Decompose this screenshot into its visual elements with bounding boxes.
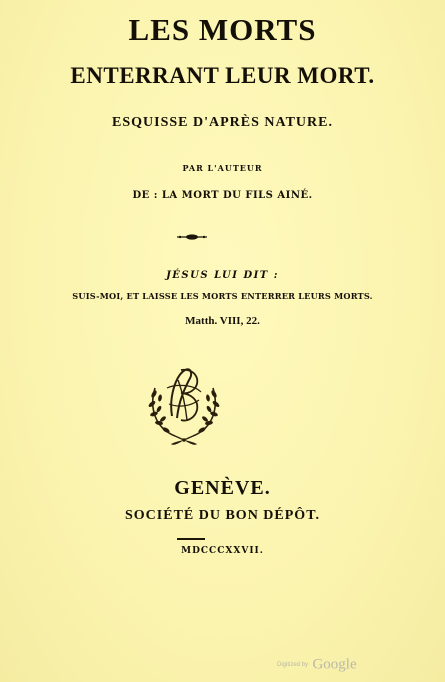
digitized-by-watermark [277,656,357,674]
publisher-name: SOCIÉTÉ DU BON DÉPÔT. [125,508,320,523]
monogram-wreath-icon [145,358,223,448]
divider-rule [177,538,205,540]
publication-date: MDCCCXXVII. [181,546,264,556]
publication-place: GENÈVE. [174,477,271,499]
book-title: LES MORTS [128,12,317,47]
epigraph-reference: Matth. VIII, 22. [185,315,260,327]
google-wordmark: Google [312,656,357,673]
digitized-by-label: Digitized by [277,661,309,668]
epigraph-intro: JÉSUS LUI DIT : [166,270,279,281]
epigraph-text: SUIS-MOI, ET LAISSE LES MORTS ENTERRER LEURS MORTS. [72,291,373,301]
fleuron-ornament-icon [176,232,208,242]
author-attribution: PAR L'AUTEUR [182,163,263,173]
book-description: ESQUISSE D'APRÈS NATURE. [112,115,333,130]
author-prior-work: DE : LA MORT DU FILS AINÉ. [132,190,313,201]
book-subtitle: ENTERRANT LEUR MORT. [70,63,375,88]
